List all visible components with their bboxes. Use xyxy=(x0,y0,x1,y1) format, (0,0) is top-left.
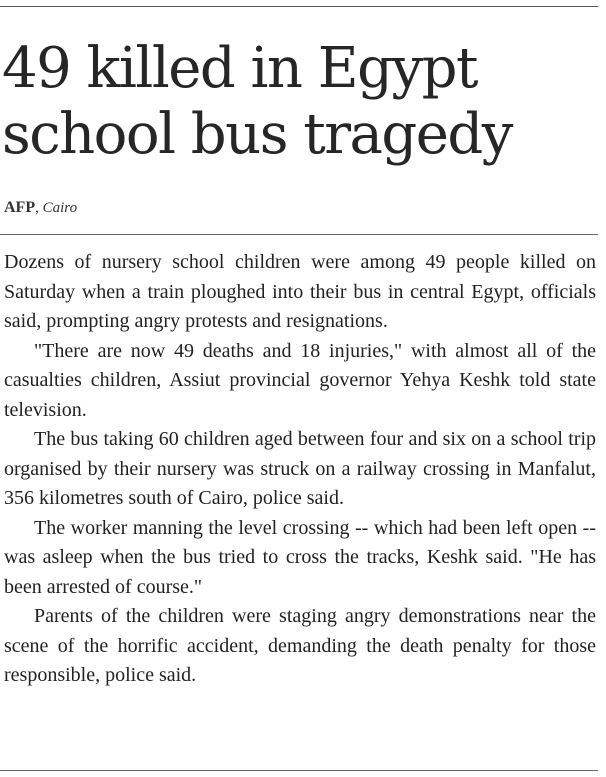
bottom-divider xyxy=(0,770,598,771)
headline: 49 killed in Egypt school bus tragedy xyxy=(2,36,512,167)
byline xyxy=(4,198,77,218)
article-body xyxy=(4,248,596,691)
paragraph-4: The worker manning the level crossing -- which had been left open -- was asleep when the bus tried to cross the tracks, Keshk said. "He has been arrested of course." xyxy=(4,516,596,598)
byline-agency: AFP xyxy=(4,199,36,216)
byline-separator: , xyxy=(35,200,43,216)
paragraph-2: "There are now 49 deaths and 18 injuries," with almost all of the casualties children, Assiut provincial governor Yehya Keshk told state television. xyxy=(4,339,596,421)
byline-location: Cairo xyxy=(42,200,78,216)
top-divider xyxy=(0,6,598,7)
paragraph-3: The bus taking 60 children aged between four and six on a school trip organised by their nursery was struck on a railway crossing in Manfalut, 356 kilometres south of Cairo, police said. xyxy=(4,428,596,509)
byline-divider xyxy=(0,234,598,235)
paragraph-5: Parents of the children were staging angry demonstrations near the scene of the horrific accident, demanding the death penalty for those responsible, police said. xyxy=(4,605,596,686)
paragraph-1: Dozens of nursery school children were among 49 people killed on Saturday when a train ploughed into their bus in central Egypt, officials said, prompting angry protests and resignations. xyxy=(4,251,596,332)
